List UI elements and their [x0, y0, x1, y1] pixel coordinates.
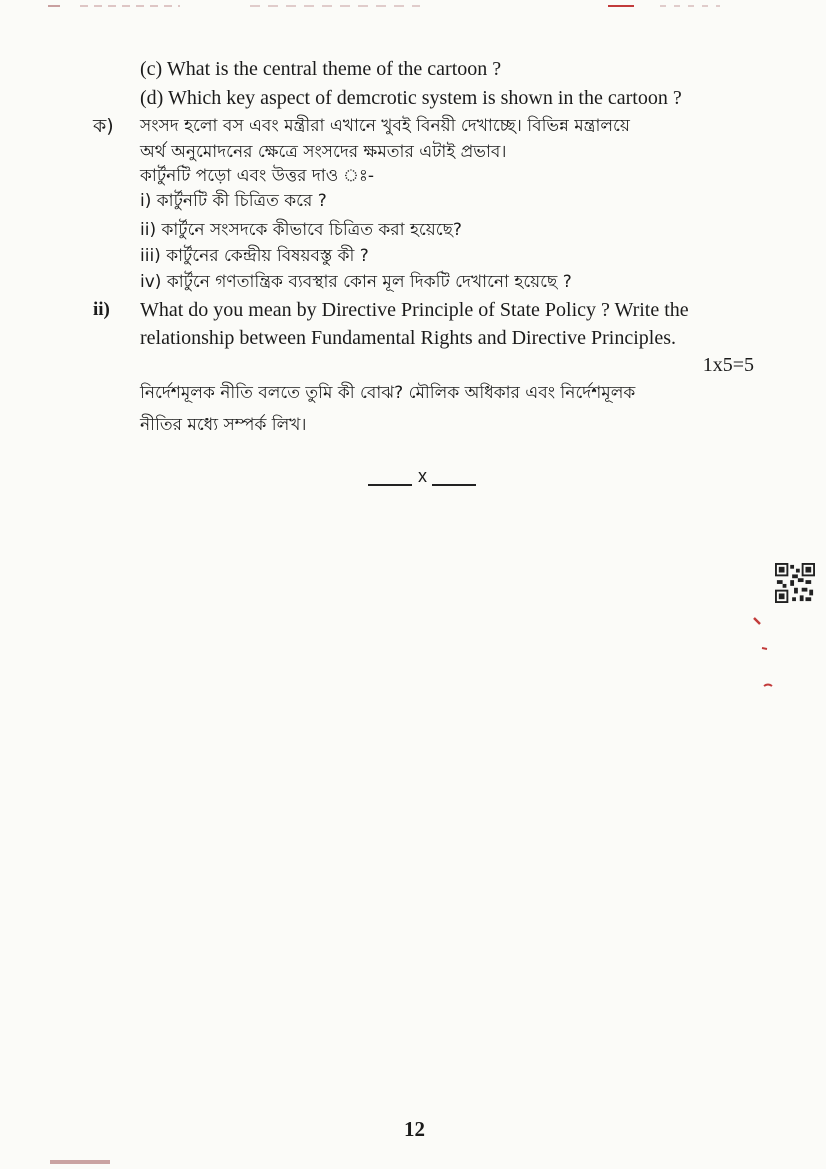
- divider-rule-right: [432, 484, 476, 486]
- end-of-section-divider: [368, 468, 476, 492]
- bengali-question-2-line-1: নির্দেশমূলক নীতি বলতে তুমি কী বোঝ? মৌলিক অধিকার এবং নির্দেশমূলক: [140, 383, 636, 403]
- bengali-instruction: কার্টুনটি পড়ো এবং উত্তর দাও ঃ-: [140, 166, 375, 186]
- page-number: 12: [404, 1117, 425, 1141]
- divider-rule-left: [368, 484, 412, 486]
- question-c: (c) What is the central theme of the cartoon ?: [140, 58, 502, 80]
- question-2-line-2: relationship between Fundamental Rights and Directive Principles.: [140, 327, 676, 349]
- qr-code-icon: [775, 563, 815, 603]
- scan-specks: [740, 610, 780, 700]
- marks-allocation: 1x5=5: [702, 354, 754, 376]
- bengali-question-1: i) কার্টুনটি কী চিত্রিত করে ?: [140, 191, 327, 211]
- bengali-question-2: ii) কার্টুনে সংসদকে কীভাবে চিত্রিত করা হয়েছে?: [140, 220, 462, 240]
- bengali-label-ka: ক): [93, 115, 114, 137]
- bengali-intro-line-1: সংসদ হলো বস এবং মন্ত্রীরা এখানে খুবই বিনয়ী দেখাচ্ছে। বিভিন্ন মন্ত্রালয়ে: [140, 116, 630, 136]
- bengali-intro-line-2: অর্থ অনুমোদনের ক্ষেত্রে সংসদের ক্ষমতার এটাই প্রভাব।: [140, 142, 507, 162]
- question-2-line-1: What do you mean by Directive Principle of State Policy ? Write the: [140, 299, 689, 321]
- bengali-question-2-line-2: নীতির মধ্যে সম্পর্ক লিখ।: [140, 415, 307, 435]
- scan-artifact-top: [0, 0, 826, 12]
- question-2-label: ii): [93, 299, 110, 320]
- bengali-question-3: iii) কার্টুনের কেন্দ্রীয় বিষয়বস্তু কী ?: [140, 246, 369, 266]
- scan-artifact-bottom: [50, 1160, 110, 1164]
- end-mark: x: [418, 466, 427, 486]
- question-d: (d) Which key aspect of demcrotic system is shown in the cartoon ?: [140, 87, 682, 109]
- bengali-question-4: iv) কার্টুনে গণতান্ত্রিক ব্যবস্থার কোন মূল দিকটি দেখানো হয়েছে ?: [140, 272, 572, 292]
